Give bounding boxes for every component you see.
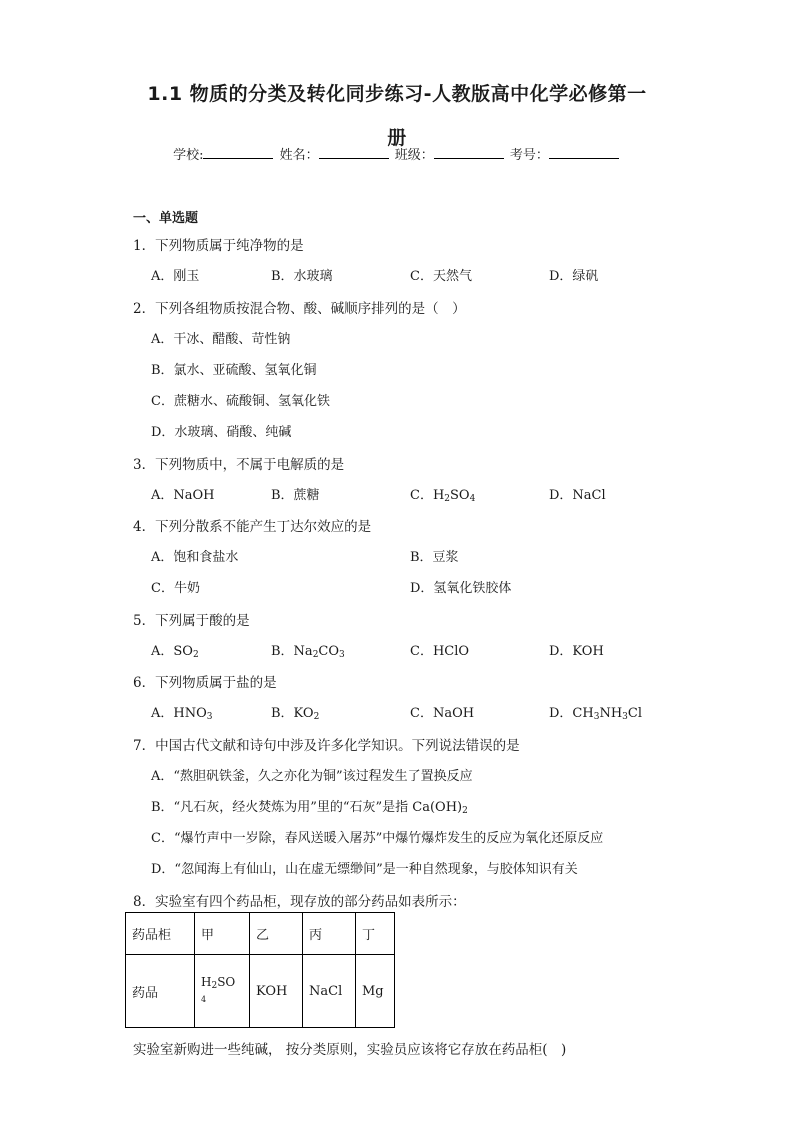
name-label: 姓名：	[279, 148, 319, 163]
q1-option-a[interactable]: A．刚玉	[151, 269, 200, 284]
question-1-stem: 1．下列物质属于纯净物的是	[133, 238, 304, 254]
question-3-stem: 3．下列物质中，不属于电解质的是	[133, 457, 345, 473]
question-5-stem: 5．下列属于酸的是	[133, 613, 250, 629]
table-header-cell: 药品柜	[126, 913, 195, 955]
q3-option-a[interactable]: A．NaOH	[151, 488, 215, 503]
table-header-cell: 丙	[303, 913, 356, 955]
q7-option-c[interactable]: C．“爆竹声中一岁除，春风送暖入屠苏”中爆竹爆炸发生的反应为氧化还原反应	[151, 831, 604, 846]
q3-option-c[interactable]: C．$H_2SO_4$	[410, 488, 476, 504]
q1-option-d[interactable]: D．绿矾	[549, 269, 599, 284]
table-cell: 药品	[126, 955, 195, 1028]
q7-option-a[interactable]: A．“熬胆矾铁釜，久之亦化为铜”该过程发生了置换反应	[151, 769, 473, 784]
student-info-line	[0, 144, 794, 163]
table-cell: NaCl	[303, 955, 356, 1028]
question-2-stem: 2．下列各组物质按混合物、酸、碱顺序排列的是（ ）	[133, 301, 466, 317]
table-header-cell: 甲	[195, 913, 250, 955]
section-heading: 一、单选题	[133, 211, 199, 226]
question-6-stem: 6．下列物质属于盐的是	[133, 675, 277, 691]
table-cell: KOH	[250, 955, 303, 1028]
school-blank[interactable]	[203, 145, 273, 159]
question-7-stem: 7．中国古代文献和诗句中涉及许多化学知识。下列说法错误的是	[133, 738, 520, 754]
q3-option-d[interactable]: D．NaCl	[549, 488, 606, 503]
cabinet-table	[125, 912, 395, 1028]
q5-option-b[interactable]: B．$Na_2CO_3$	[271, 644, 345, 660]
school-label: 学校:	[173, 148, 204, 163]
id-label: 考号：	[509, 148, 549, 163]
question-8-stem: 8．实验室有四个药品柜，现存放的部分药品如表所示：	[133, 894, 466, 910]
table-cell: Mg	[356, 955, 395, 1028]
q6-option-c[interactable]: C．NaOH	[410, 706, 475, 721]
q6-option-d[interactable]: D．$CH_3NH_3Cl$	[549, 706, 643, 722]
class-blank[interactable]	[434, 145, 504, 159]
q6-option-a[interactable]: A．$HNO_3$	[151, 706, 213, 722]
q2-option-a[interactable]: A．干冰、醋酸、苛性钠	[151, 332, 291, 347]
q6-option-b[interactable]: B．$KO_2$	[271, 706, 320, 722]
q4-option-d[interactable]: D．氢氧化铁胶体	[410, 581, 512, 596]
q4-option-c[interactable]: C．牛奶	[151, 581, 200, 596]
q2-option-b[interactable]: B．氯水、亚硫酸、氢氧化铜	[151, 363, 317, 378]
table-cell-h2so4: $H_2SO$ 4	[195, 955, 250, 1028]
name-blank[interactable]	[319, 145, 389, 159]
q1-option-b[interactable]: B．水玻璃	[271, 269, 333, 284]
q5-option-c[interactable]: C．HClO	[410, 644, 470, 659]
question-4-stem: 4．下列分散系不能产生丁达尔效应的是	[133, 519, 372, 535]
id-blank[interactable]	[549, 145, 619, 159]
table-header-cell: 乙	[250, 913, 303, 955]
q7-option-b[interactable]: B．“凡石灰，经火焚炼为用”里的“石灰”是指 $Ca(OH)_2$	[151, 800, 468, 816]
q5-option-d[interactable]: D．KOH	[549, 644, 604, 659]
table-header-cell: 丁	[356, 913, 395, 955]
question-8-followup: 实验室新购进一些纯碱， 按分类原则，实验员应该将它存放在药品柜( )	[133, 1042, 567, 1058]
q2-option-c[interactable]: C．蔗糖水、硫酸铜、氢氧化铁	[151, 394, 330, 409]
q4-option-a[interactable]: A．饱和食盐水	[151, 550, 239, 565]
q1-option-c[interactable]: C．天然气	[410, 269, 472, 284]
q3-option-b[interactable]: B．蔗糖	[271, 488, 320, 503]
q5-option-a[interactable]: A．$SO_2$	[151, 644, 199, 660]
q7-option-d[interactable]: D．“忽闻海上有仙山，山在虚无缥缈间”是一种自然现象，与胶体知识有关	[151, 862, 578, 877]
page-title: 1.1 物质的分类及转化同步练习-人教版高中化学必修第一 册	[147, 83, 647, 149]
q2-option-d[interactable]: D．水玻璃、硝酸、纯碱	[151, 425, 292, 440]
class-label: 班级：	[394, 148, 434, 163]
table-row	[126, 955, 395, 1028]
table-row	[126, 913, 395, 955]
q4-option-b[interactable]: B．豆浆	[410, 550, 459, 565]
